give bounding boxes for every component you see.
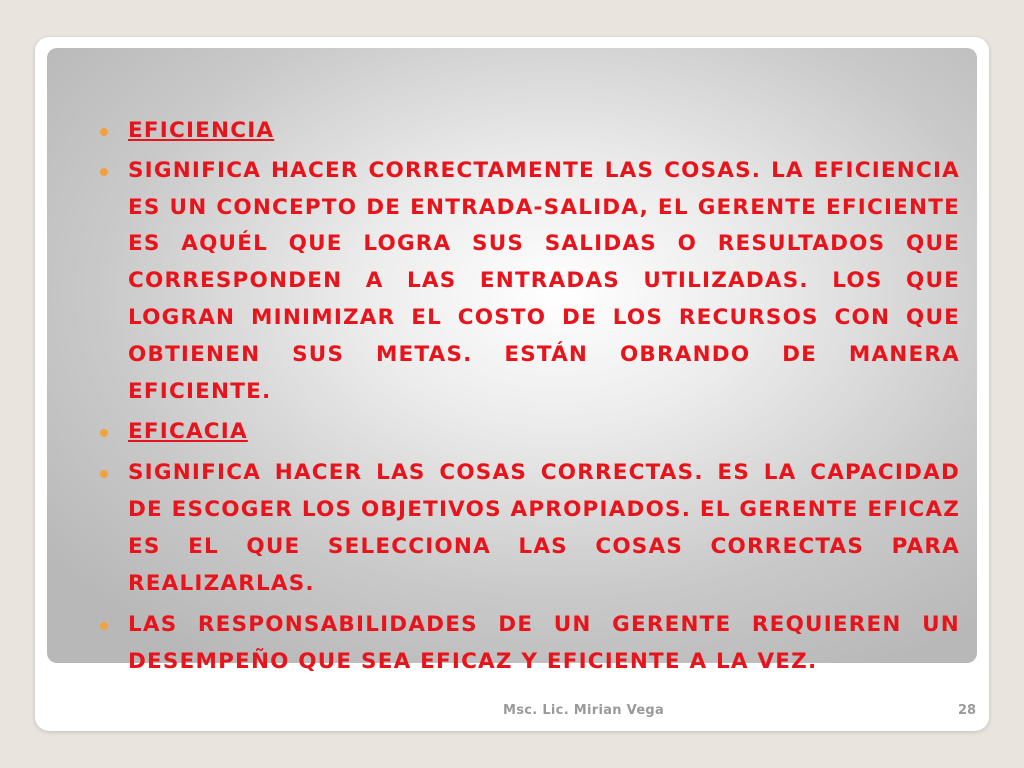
bullet-list [47,48,977,681]
bullet-dot-icon [100,622,108,630]
bullet-dot-icon [100,470,108,478]
bullet-text: LAS RESPONSABILIDADES DE UN GERENTE REQUIEREN UN DESEMPEÑO QUE SEA EFICAZ Y EFICIENTE A LA VEZ. [128,612,960,675]
bullet-item-eficiencia-definition [128,153,960,411]
bullet-text: SIGNIFICA HACER CORRECTAMENTE LAS COSAS. LA EFICIENCIA ES UN CONCEPTO DE ENTRADA-SALIDA, EL GERENTE EFICIENTE ES AQUÉL QUE LOGRA SUS SALIDAS O RESULTADOS QUE CORRESPONDEN A LAS ENTRADAS UTILIZADAS. LOS QUE LOGRAN MINIMIZAR EL COSTO DE LOS RECURSOS CON QUE OBTIENEN SUS METAS. ESTÁN OBRANDO DE MANERA EFICIENTE. [128,157,960,404]
bullet-item-responsabilidades [128,607,960,681]
bullet-item-eficacia-definition [128,455,960,602]
bullet-item-eficacia-heading [128,414,960,451]
page-number: 28 [958,703,977,718]
bullet-text: EFICACIA [128,419,248,445]
bullet-dot-icon [100,429,108,437]
bullet-dot-icon [100,168,108,176]
bullet-dot-icon [100,128,108,136]
content-panel [47,48,977,675]
bullet-text: EFICIENCIA [128,118,275,143]
footer-author: Msc. Lic. Mirian Vega [503,703,665,718]
bullet-item-eficiencia-heading [128,113,960,150]
bullet-text: SIGNIFICA HACER LAS COSAS CORRECTAS. ES LA CAPACIDAD DE ESCOGER LOS OBJETIVOS APROPIADOS. EL GERENTE EFICAZ ES EL QUE SELECCIONA LAS COSAS CORRECTAS PARA REALIZARLAS. [128,460,960,596]
